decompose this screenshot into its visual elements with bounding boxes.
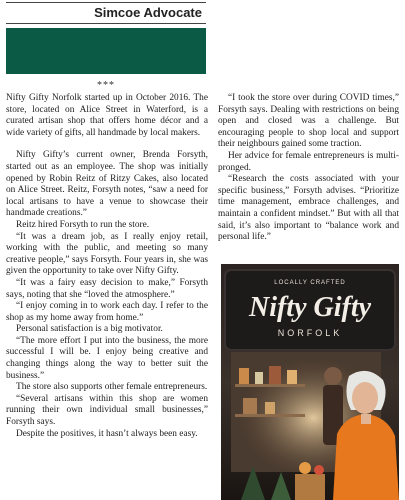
sign-name: Nifty Gifty <box>248 292 372 323</box>
person-face <box>352 382 378 414</box>
masthead <box>6 2 206 24</box>
person-neck <box>361 414 371 424</box>
shelf-item <box>243 398 257 414</box>
decor-box <box>295 474 325 500</box>
article-paragraph: Personal satisfaction is a big motivator. <box>16 324 163 335</box>
article-paragraph: Reitz hired Forsyth to run the store. <box>16 219 150 230</box>
header-banner <box>6 28 206 74</box>
article-paragraph: “I enjoy coming in to work each day. I refer to the shop as my home away from home.” <box>6 301 208 323</box>
article-paragraph: “It was a fairy easy decision to make,” Forsyth says, noting that she “loved the atmosphere.” <box>6 277 208 300</box>
section-divider: *** <box>97 80 115 91</box>
sign-tagline: LOCALLY CRAFTED <box>274 280 346 286</box>
publication-title: Simcoe Advocate <box>94 5 202 20</box>
article-paragraph: “I took the store over during COVID times,” Forsyth says. Dealing with restrictions on being open and closed was a challenge. But encouraging people to shop local and support their neighbours gained some traction. <box>218 93 399 150</box>
article-column-left <box>6 93 208 440</box>
decor-ornament <box>299 462 311 474</box>
sign-location: NORFOLK <box>277 328 343 338</box>
shelf-item <box>265 402 275 414</box>
shelf-item <box>269 366 281 384</box>
article-column-right <box>218 93 399 244</box>
article-paragraph: Her advice for female entrepreneurs is multi-pronged. <box>218 150 399 173</box>
shelf-item <box>239 368 249 384</box>
article-paragraph: Despite the positives, it hasn’t always been easy. <box>16 428 198 439</box>
shelf-item <box>255 372 263 384</box>
article-paragraph: Nifty Gifty Norfolk started up in October 2016. The store, located on Alice Street in Waterford, is a curated artisan shop that offers home décor and a wide variety of gifts, all handmade by local makers. <box>6 93 208 138</box>
article-paragraph: Nifty Gifty’s current owner, Brenda Forsyth, started out as an employee. The shop was initially opened by Robin Reitz of Ritzy Cakes, also located on Alice Street. Reitz, Forsyth notes, “saw a need for local artisans to have a venue to showcase their handmade creations.” <box>6 150 208 219</box>
article-paragraph: “Research the costs associated with your specific business,” Forsyth advises. “Prioritize time management, embrace challenges, and maintain a confident mindset.” But with all that said, it’s also important to “balance work and personal life.” <box>218 174 399 243</box>
article-paragraph: “The more effort I put into the business, the more successful I will be. I enjoy being creative and changing things along the way to better suit the business.” <box>6 335 208 381</box>
person-shirt <box>333 414 399 500</box>
shelf <box>235 414 305 417</box>
storefront-photo <box>221 264 399 500</box>
shelf-item <box>287 370 297 384</box>
background-person <box>324 367 342 385</box>
shelf <box>235 384 305 387</box>
article-paragraph: The store also supports other female entrepreneurs. <box>16 382 208 393</box>
article-paragraph: “It was a dream job, as I really enjoy retail, working with the public, and meeting so many creative people,” says Forsyth. Four years in, she was given the opportunity to take over Nifty Gifty. <box>6 231 208 277</box>
decor-ornament <box>314 465 324 475</box>
article-paragraph: “Several artisans within this shop are women running their own individual small businesses,” Forsyth says. <box>6 393 208 428</box>
